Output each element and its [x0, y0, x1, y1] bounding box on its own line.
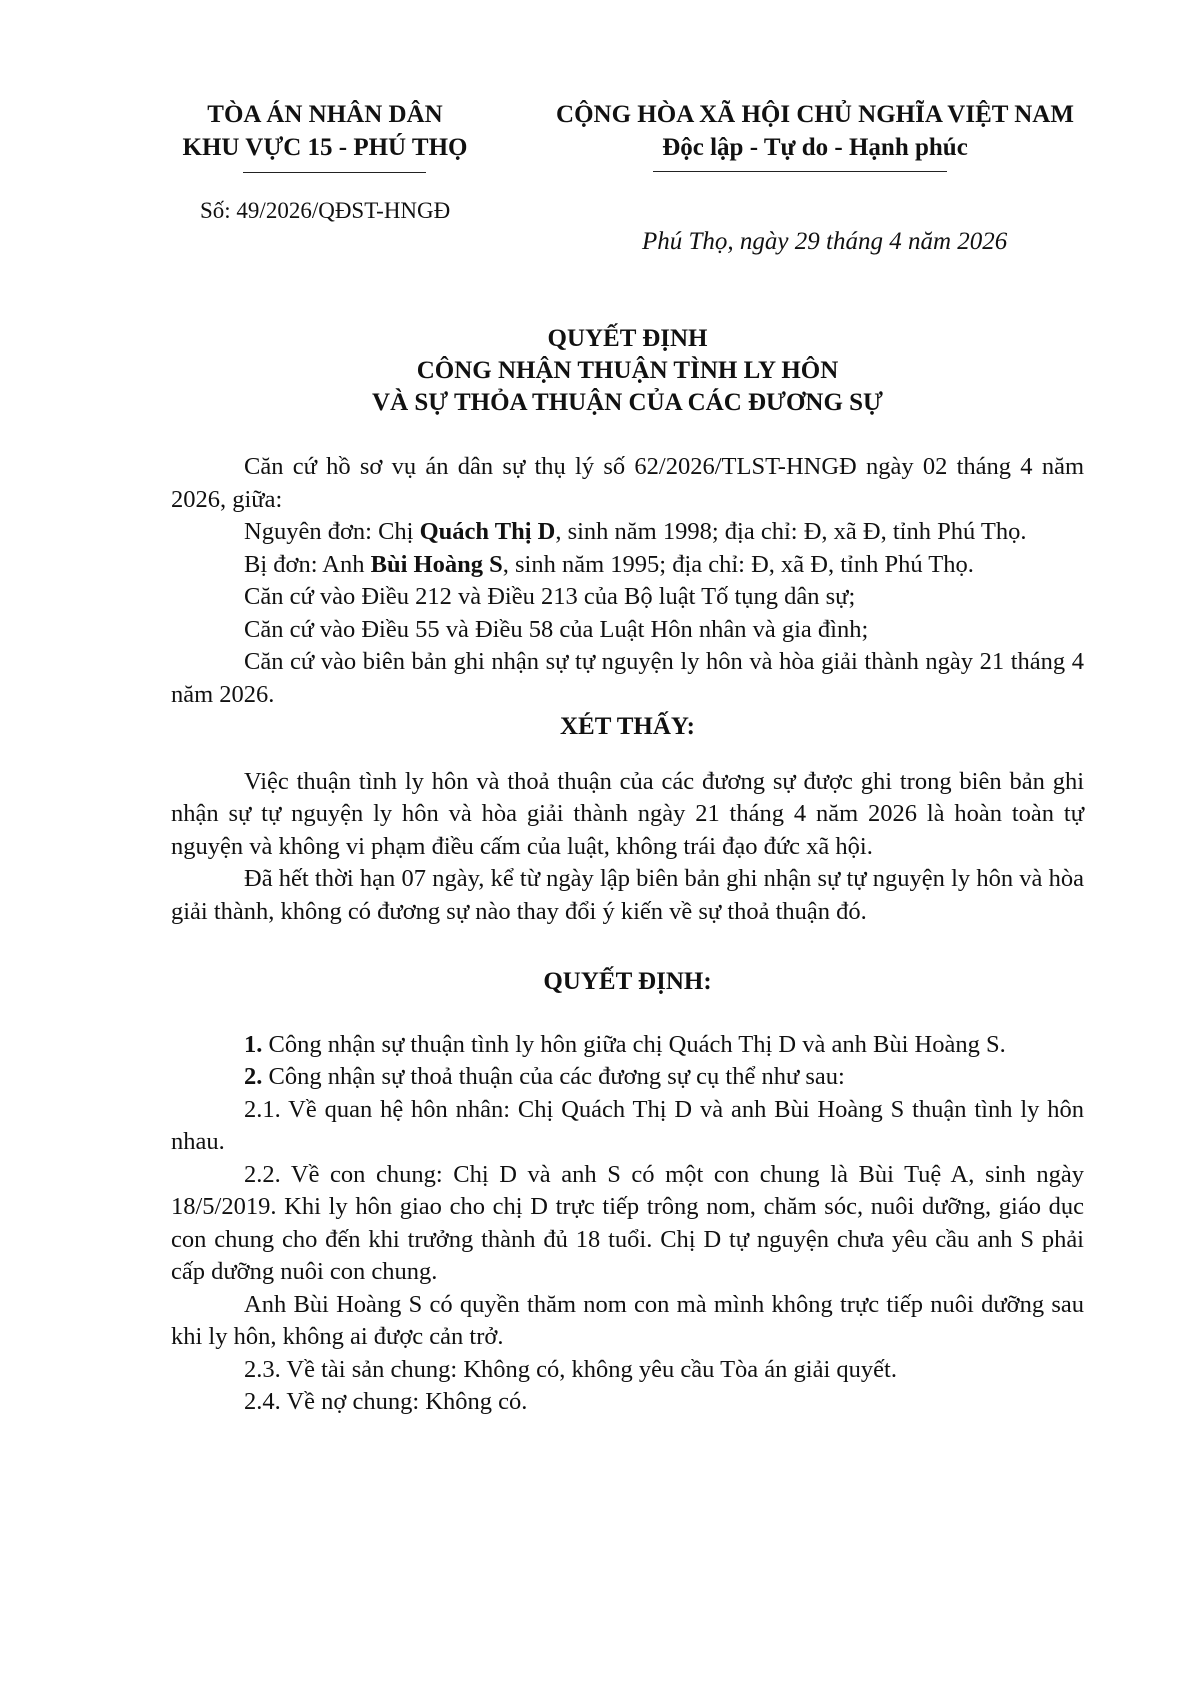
decision-heading: QUYẾT ĐỊNH: [543, 968, 712, 995]
defendant-prefix: Bị đơn: Anh [244, 550, 371, 578]
motto-line: Độc lập - Tự do - Hạnh phúc [662, 134, 968, 161]
defendant-details: , sinh năm 1995; địa chỉ: Đ, xã Đ, tỉnh Phú Thọ. [502, 550, 974, 578]
defendant-name: Bùi Hoàng S [370, 550, 503, 578]
defendant-info [171, 549, 1084, 582]
document-body [171, 451, 1084, 1419]
plaintiff-info [171, 516, 1084, 549]
court-underline [243, 172, 426, 173]
decision-item-2 [171, 1061, 1084, 1094]
court-name [160, 98, 490, 164]
decision-item-2-4: 2.4. Về nợ chung: Không có. [244, 1388, 528, 1415]
decision-item-2-1: 2.1. Về quan hệ hôn nhân: Chị Quách Thị D và anh Bùi Hoàng S thuận tình ly hôn nhau. [171, 1095, 1084, 1155]
plaintiff-name: Quách Thị D [419, 518, 556, 545]
country-name: CỘNG HÒA XÃ HỘI CHỦ NGHĨA VIỆT NAM [556, 101, 1074, 128]
plaintiff-prefix: Nguyên đơn: Chị [244, 518, 420, 545]
title-line1: QUYẾT ĐỊNH [547, 325, 708, 352]
decision-item-2-number: 2. [244, 1063, 263, 1090]
findings-paragraph-2: Đã hết thời hạn 07 ngày, kể từ ngày lập biên bản ghi nhận sự tự nguyện ly hôn và hòa giải thành, không có đương sự nào thay đổi ý kiến về sự thoả thuận đó. [171, 865, 1084, 925]
court-name-line2: KHU VỰC 15 - PHÚ THỌ [182, 134, 468, 161]
court-name-line1: TÒA ÁN NHÂN DÂN [207, 101, 443, 128]
place-date: Phú Thọ, ngày 29 tháng 4 năm 2026 [642, 228, 1008, 255]
national-motto [535, 98, 1095, 164]
findings-heading: XÉT THẤY: [559, 713, 695, 740]
document-number: Số: 49/2026/QĐST-HNGĐ [200, 198, 451, 223]
decision-item-1-number: 1. [244, 1030, 263, 1058]
decision-item-2-2: 2.2. Về con chung: Chị D và anh S có một con chung là Bùi Tuệ A, sinh ngày 18/5/2019. Khi ly hôn giao cho chị D trực tiếp trông nom, chăm sóc, nuôi dưỡng, giáo dục con chung cho đến khi trưởng thành đủ 18 tuổi. Chị D tự nguyện chưa yêu cầu anh S phải cấp dưỡng nuôi con chung. [171, 1160, 1084, 1285]
document-title [171, 323, 1084, 419]
decision-item-2-3: 2.3. Về tài sản chung: Không có, không yêu cầu Tòa án giải quyết. [244, 1355, 897, 1383]
decision-item-1-text: Công nhận sự thuận tình ly hôn giữa chị Quách Thị D và anh Bùi Hoàng S. [262, 1030, 1006, 1058]
title-line2: CÔNG NHẬN THUẬN TÌNH LY HÔN [416, 357, 839, 384]
findings-paragraph-1: Việc thuận tình ly hôn và thoả thuận của các đương sự được ghi trong biên bản ghi nhận sự tự nguyện ly hôn và hòa giải thành ngày 21 tháng 4 năm 2026 là hoàn toàn tự nguyện và không vi phạm điều cấm của luật, không trái đạo đức xã hội. [171, 767, 1084, 860]
title-line3: VÀ SỰ THỎA THUẬN CỦA CÁC ĐƯƠNG SỰ [372, 389, 883, 416]
legal-basis-2: Căn cứ vào Điều 55 và Điều 58 của Luật Hôn nhân và gia đình; [244, 615, 869, 643]
legal-basis-3: Căn cứ vào biên bản ghi nhận sự tự nguyện ly hôn và hòa giải thành ngày 21 tháng 4 năm 2026. [171, 648, 1084, 708]
decision-item-1 [171, 1029, 1084, 1062]
plaintiff-details: , sinh năm 1998; địa chỉ: Đ, xã Đ, tỉnh Phú Thọ. [555, 518, 1027, 545]
visiting-rights: Anh Bùi Hoàng S có quyền thăm nom con mà mình không trực tiếp nuôi dưỡng sau khi ly hôn, không ai được cản trở. [171, 1290, 1084, 1350]
motto-underline [653, 171, 947, 172]
case-basis: Căn cứ hồ sơ vụ án dân sự thụ lý số 62/2026/TLST-HNGĐ ngày 02 tháng 4 năm 2026, giữa: [171, 453, 1084, 513]
legal-basis-1: Căn cứ vào Điều 212 và Điều 213 của Bộ luật Tố tụng dân sự; [244, 583, 856, 610]
decision-item-2-text: Công nhận sự thoả thuận của các đương sự cụ thể như sau: [262, 1063, 845, 1090]
